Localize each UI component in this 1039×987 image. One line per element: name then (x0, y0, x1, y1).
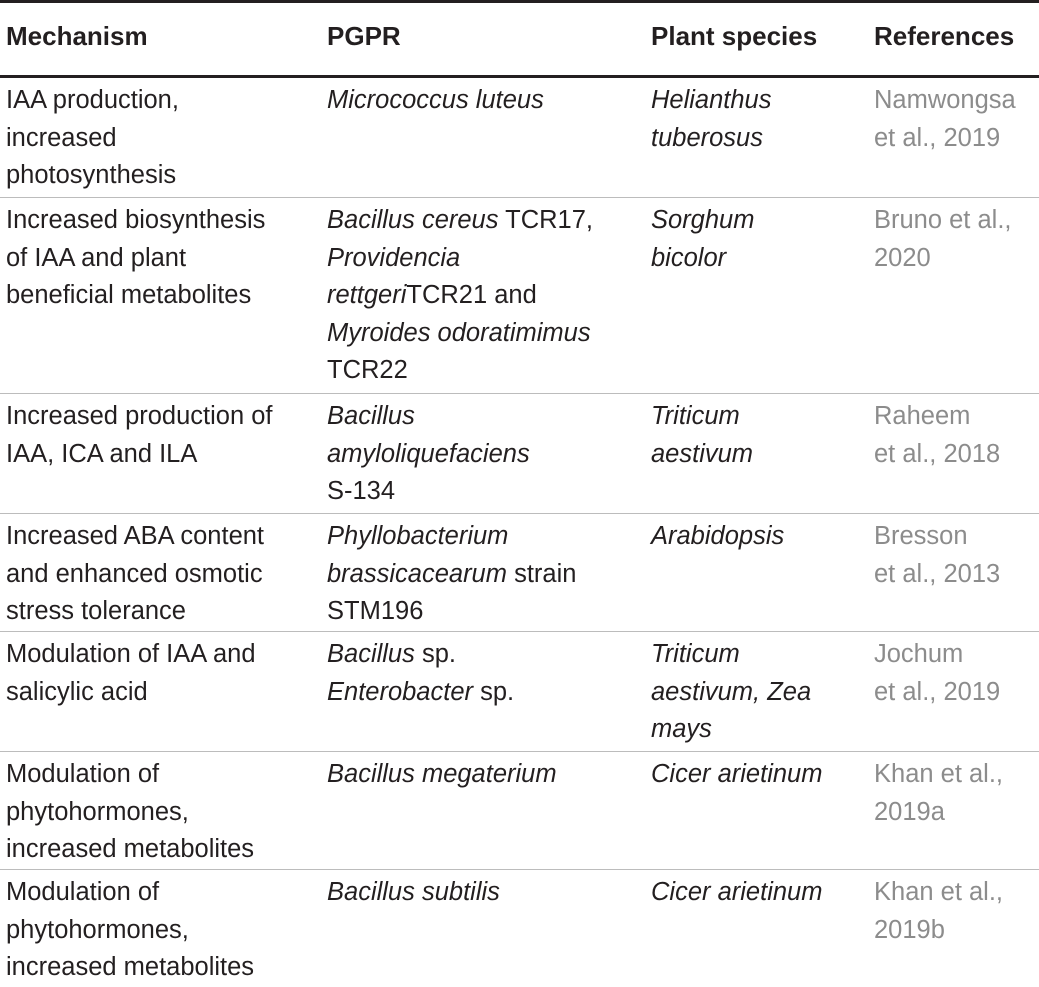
mechanism-line: Modulation of (6, 878, 160, 906)
pgpr-species-name: rettgeri (327, 281, 407, 310)
reference-line: 2019a (874, 797, 945, 826)
mechanism-line: Modulation of (6, 760, 160, 788)
pgpr-line (327, 240, 593, 278)
mechanism-line: beneficial metabolites (6, 281, 252, 310)
pgpr-line (327, 636, 514, 674)
pgpr-line (327, 756, 557, 794)
pgpr-strain-text: TCR22 (327, 356, 408, 385)
plant-species-line: Sorghum (651, 206, 755, 234)
pgpr-species-name: Bacillus (327, 640, 415, 668)
plant-species-cell (651, 874, 822, 912)
reference-line: Namwongsa (874, 86, 1016, 114)
top-rule (0, 0, 1039, 3)
pgpr-cell (327, 756, 557, 794)
pgpr-species-name: Micrococcus luteus (327, 86, 544, 114)
pgpr-species-name: brassicacearum (327, 559, 507, 588)
plant-species-line: bicolor (651, 243, 727, 272)
reference-cell (874, 874, 1003, 949)
mechanism-line: and enhanced osmotic (6, 559, 263, 588)
pgpr-species-name: Providencia (327, 243, 461, 272)
plant-species-line: Triticum (651, 402, 740, 430)
reference-cell (874, 756, 1003, 831)
plant-species-cell (651, 398, 753, 473)
pgpr-cell (327, 874, 500, 912)
mechanism-cell (6, 398, 273, 473)
mechanism-cell (6, 518, 264, 631)
pgpr-strain-text: strain (506, 559, 577, 588)
pgpr-line (327, 352, 593, 390)
reference-line: et al., 2013 (874, 559, 1001, 588)
mechanism-line: increased metabolites (6, 953, 255, 982)
pgpr-line (327, 874, 500, 912)
plant-species-line: mays (651, 715, 712, 744)
pgpr-cell (327, 202, 593, 390)
plant-species-line: aestivum (651, 439, 754, 468)
row-divider (0, 393, 1039, 394)
reference-line: et al., 2019 (874, 123, 1001, 152)
plant-species-line: Cicer arietinum (651, 760, 823, 788)
header-pgpr: PGPR (327, 21, 401, 51)
mechanism-cell (6, 636, 256, 711)
pgpr-line (327, 556, 576, 594)
reference-line: et al., 2018 (874, 439, 1001, 468)
pgpr-species-name: Bacillus cereus (327, 206, 499, 234)
plant-species-line: Arabidopsis (651, 522, 785, 550)
plant-species-line: Triticum (651, 640, 740, 668)
header-rule (0, 75, 1039, 78)
pgpr-line (327, 593, 576, 631)
plant-species-line: tuberosus (651, 123, 763, 152)
reference-line: Jochum (874, 640, 964, 668)
header-references: References (874, 21, 1015, 51)
reference-line: 2020 (874, 243, 931, 272)
row-divider (0, 513, 1039, 514)
mechanism-line: stress tolerance (6, 597, 186, 626)
mechanism-cell (6, 756, 254, 869)
pgpr-species-name: Myroides odoratimimus (327, 318, 591, 347)
pgpr-strain-text: STM196 (327, 597, 424, 626)
pgpr-cell (327, 82, 544, 120)
pgpr-line (327, 398, 530, 436)
pgpr-strain-text: sp. (414, 640, 456, 668)
reference-line: Bresson (874, 522, 968, 550)
plant-species-line: Helianthus (651, 86, 772, 114)
plant-species-cell (651, 202, 754, 277)
reference-line: Khan et al., (874, 878, 1004, 906)
reference-line: Bruno et al., (874, 206, 1012, 234)
plant-species-line: aestivum, Zea (651, 677, 812, 706)
header-mechanism: Mechanism (6, 21, 148, 51)
pgpr-line (327, 202, 593, 240)
reference-line: Raheem (874, 402, 971, 430)
mechanism-line: salicylic acid (6, 677, 148, 706)
pgpr-line (327, 518, 576, 556)
mechanism-line: phytohormones, (6, 797, 189, 826)
pgpr-species-name: Bacillus (327, 402, 415, 430)
row-divider (0, 869, 1039, 870)
pgpr-cell (327, 636, 514, 711)
mechanism-line: phytohormones, (6, 915, 189, 944)
reference-cell (874, 518, 1000, 593)
row-divider (0, 631, 1039, 632)
plant-species-cell (651, 636, 811, 749)
mechanism-line: Modulation of IAA and (6, 640, 256, 668)
mechanism-cell (6, 82, 179, 195)
pgpr-line (327, 315, 593, 353)
plant-species-cell (651, 756, 822, 794)
pgpr-strain-text: sp. (473, 677, 515, 706)
mechanism-cell (6, 874, 254, 987)
pgpr-strain-text: S-134 (327, 477, 396, 506)
pgpr-strain-text: TCR17, (498, 206, 593, 234)
pgpr-species-name: Enterobacter (327, 677, 474, 706)
pgpr-line (327, 473, 530, 511)
row-divider (0, 751, 1039, 752)
pgpr-line (327, 674, 514, 712)
mechanism-line: Increased production of (6, 402, 273, 430)
pgpr-line (327, 82, 544, 120)
pgpr-species-name: Bacillus subtilis (327, 878, 500, 906)
pgpr-species-name: Phyllobacterium (327, 522, 509, 550)
pgpr-cell (327, 398, 530, 511)
row-divider (0, 197, 1039, 198)
pgpr-species-name: amyloliquefaciens (327, 439, 530, 468)
plant-species-cell (651, 82, 772, 157)
mechanism-line: increased (6, 123, 117, 152)
pgpr-line (327, 436, 530, 474)
plant-species-cell (651, 518, 784, 556)
mechanism-line: IAA, ICA and ILA (6, 439, 198, 468)
mechanism-line: Increased ABA content (6, 522, 265, 550)
reference-line: 2019b (874, 915, 945, 944)
reference-line: et al., 2019 (874, 677, 1001, 706)
mechanism-line: IAA production, (6, 86, 179, 114)
plant-species-line: Cicer arietinum (651, 878, 823, 906)
mechanism-cell (6, 202, 265, 315)
mechanism-line: Increased biosynthesis (6, 206, 266, 234)
reference-cell (874, 398, 1000, 473)
mechanism-line: of IAA and plant (6, 243, 187, 272)
reference-cell (874, 82, 1016, 157)
pgpr-species-name: Bacillus megaterium (327, 760, 557, 788)
reference-line: Khan et al., (874, 760, 1004, 788)
reference-cell (874, 636, 1000, 711)
pgpr-strain-text: TCR21 and (406, 281, 537, 310)
mechanism-line: increased metabolites (6, 835, 255, 864)
reference-cell (874, 202, 1012, 277)
mechanism-line: photosynthesis (6, 161, 177, 190)
pgpr-line (327, 277, 593, 315)
header-plant-species: Plant species (651, 21, 818, 51)
pgpr-cell (327, 518, 576, 631)
